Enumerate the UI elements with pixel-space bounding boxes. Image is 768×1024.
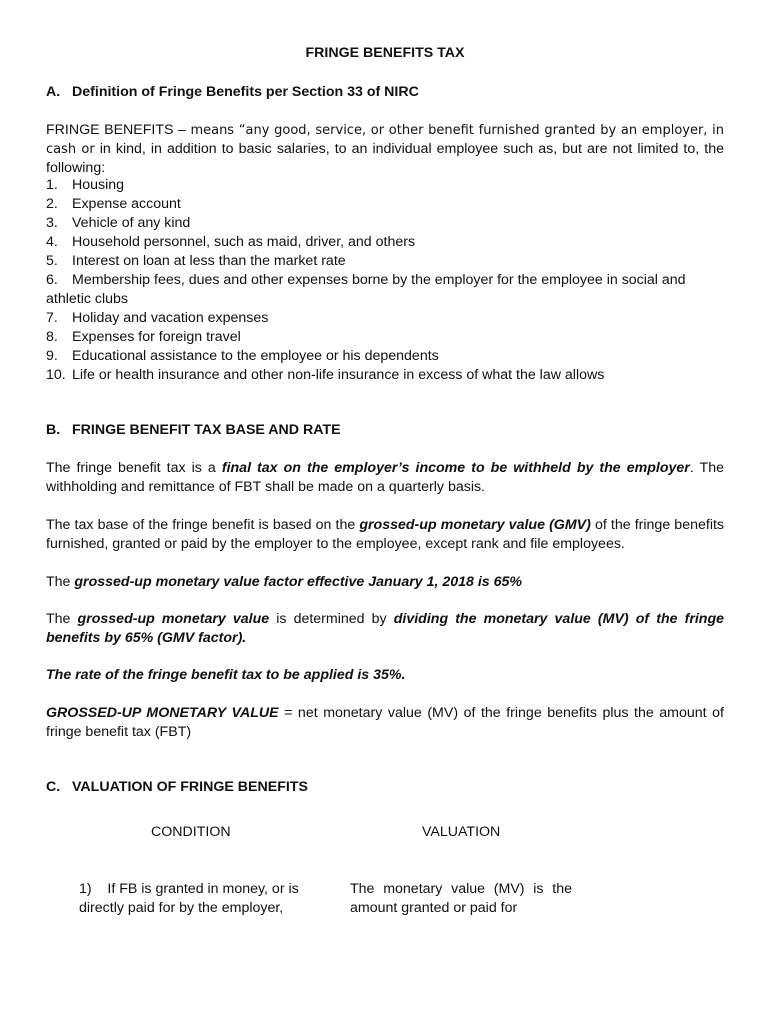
condition-column-header: CONDITION bbox=[151, 824, 231, 840]
section-b-heading: B. FRINGE BENEFIT TAX BASE AND RATE bbox=[46, 422, 341, 438]
list-item: 2. Expense account bbox=[46, 196, 181, 212]
tax-base-paragraph: The tax base of the fringe benefit is based on the grossed-up monetary value (GMV) of the fringe benefits furnished, granted or paid by the employer to the employee, except rank and file employees. bbox=[46, 517, 725, 552]
gmv-division-emphasis: dividing the monetary value (MV) of the fringe benefits by 65% (GMV factor). bbox=[46, 611, 725, 646]
section-a-heading: A. Definition of Fringe Benefits per Section 33 of NIRC bbox=[46, 84, 419, 100]
definition-dash: – bbox=[173, 122, 191, 138]
gmv-factor-emphasis: grossed-up monetary value factor effective January 1, 2018 is 65% bbox=[74, 574, 523, 590]
fbt-final-tax-paragraph: The fringe benefit tax is a final tax on the employer’s income to be withheld by the employer. The withholding and remittance of FBT shall be made on a quarterly basis. bbox=[46, 460, 725, 495]
valuation-row-1: The monetary value (MV) is the amount granted or paid for bbox=[350, 881, 572, 916]
section-c-heading: C. VALUATION OF FRINGE BENEFITS bbox=[46, 779, 308, 795]
valuation-column-header: VALUATION bbox=[422, 824, 501, 840]
document-title: FRINGE BENEFITS TAX bbox=[305, 45, 465, 61]
list-item: 7. Holiday and vacation expenses bbox=[46, 310, 269, 326]
gmv-formula-term: GROSSED-UP MONETARY VALUE bbox=[46, 705, 279, 721]
list-item: 3. Vehicle of any kind bbox=[46, 215, 191, 231]
fringe-benefits-definition bbox=[46, 121, 724, 178]
definition-rest: in kind, in addition to basic salaries, to an individual employee such as, but are not limited to, the following: bbox=[46, 141, 724, 176]
list-item: 10. Life or health insurance and other non-life insurance in excess of what the law allows bbox=[46, 367, 605, 383]
list-item: 4. Household personnel, such as maid, driver, and others bbox=[46, 234, 416, 250]
gmv-factor-paragraph: The grossed-up monetary value factor effective January 1, 2018 is 65% bbox=[46, 574, 523, 590]
list-item: 5. Interest on loan at less than the market rate bbox=[46, 253, 346, 269]
gmv-formula-paragraph: GROSSED-UP MONETARY VALUE = net monetary value (MV) of the fringe benefits plus the amount of fringe benefit tax (FBT) bbox=[46, 705, 724, 740]
gmv-determination-paragraph: The grossed-up monetary value is determined by dividing the monetary value (MV) of the fringe benefits by 65% (GMV factor). bbox=[46, 611, 725, 646]
gmv-emphasis: grossed-up monetary value (GMV) bbox=[359, 517, 591, 533]
definition-quoted: means “any good, service, or other benefit furnished granted by an employer, in cash or bbox=[46, 123, 725, 157]
list-item: 6. Membership fees, dues and other expenses borne by the employer for the employee in social and athletic clubs bbox=[46, 272, 686, 307]
fbt-rate-paragraph: The rate of the fringe benefit tax to be applied is 35%. bbox=[46, 667, 406, 683]
list-item: 9. Educational assistance to the employee or his dependents bbox=[46, 348, 439, 364]
condition-row-1: 1) If FB is granted in money, or is directly paid for by the employer, bbox=[79, 881, 299, 916]
list-item: 8. Expenses for foreign travel bbox=[46, 329, 241, 345]
fringe-benefits-list bbox=[46, 176, 724, 385]
definition-term: FRINGE BENEFITS bbox=[46, 122, 174, 138]
final-tax-emphasis: final tax on the employer’s income to be withheld by the employer bbox=[221, 460, 690, 476]
list-item: 1. Housing bbox=[46, 177, 125, 193]
